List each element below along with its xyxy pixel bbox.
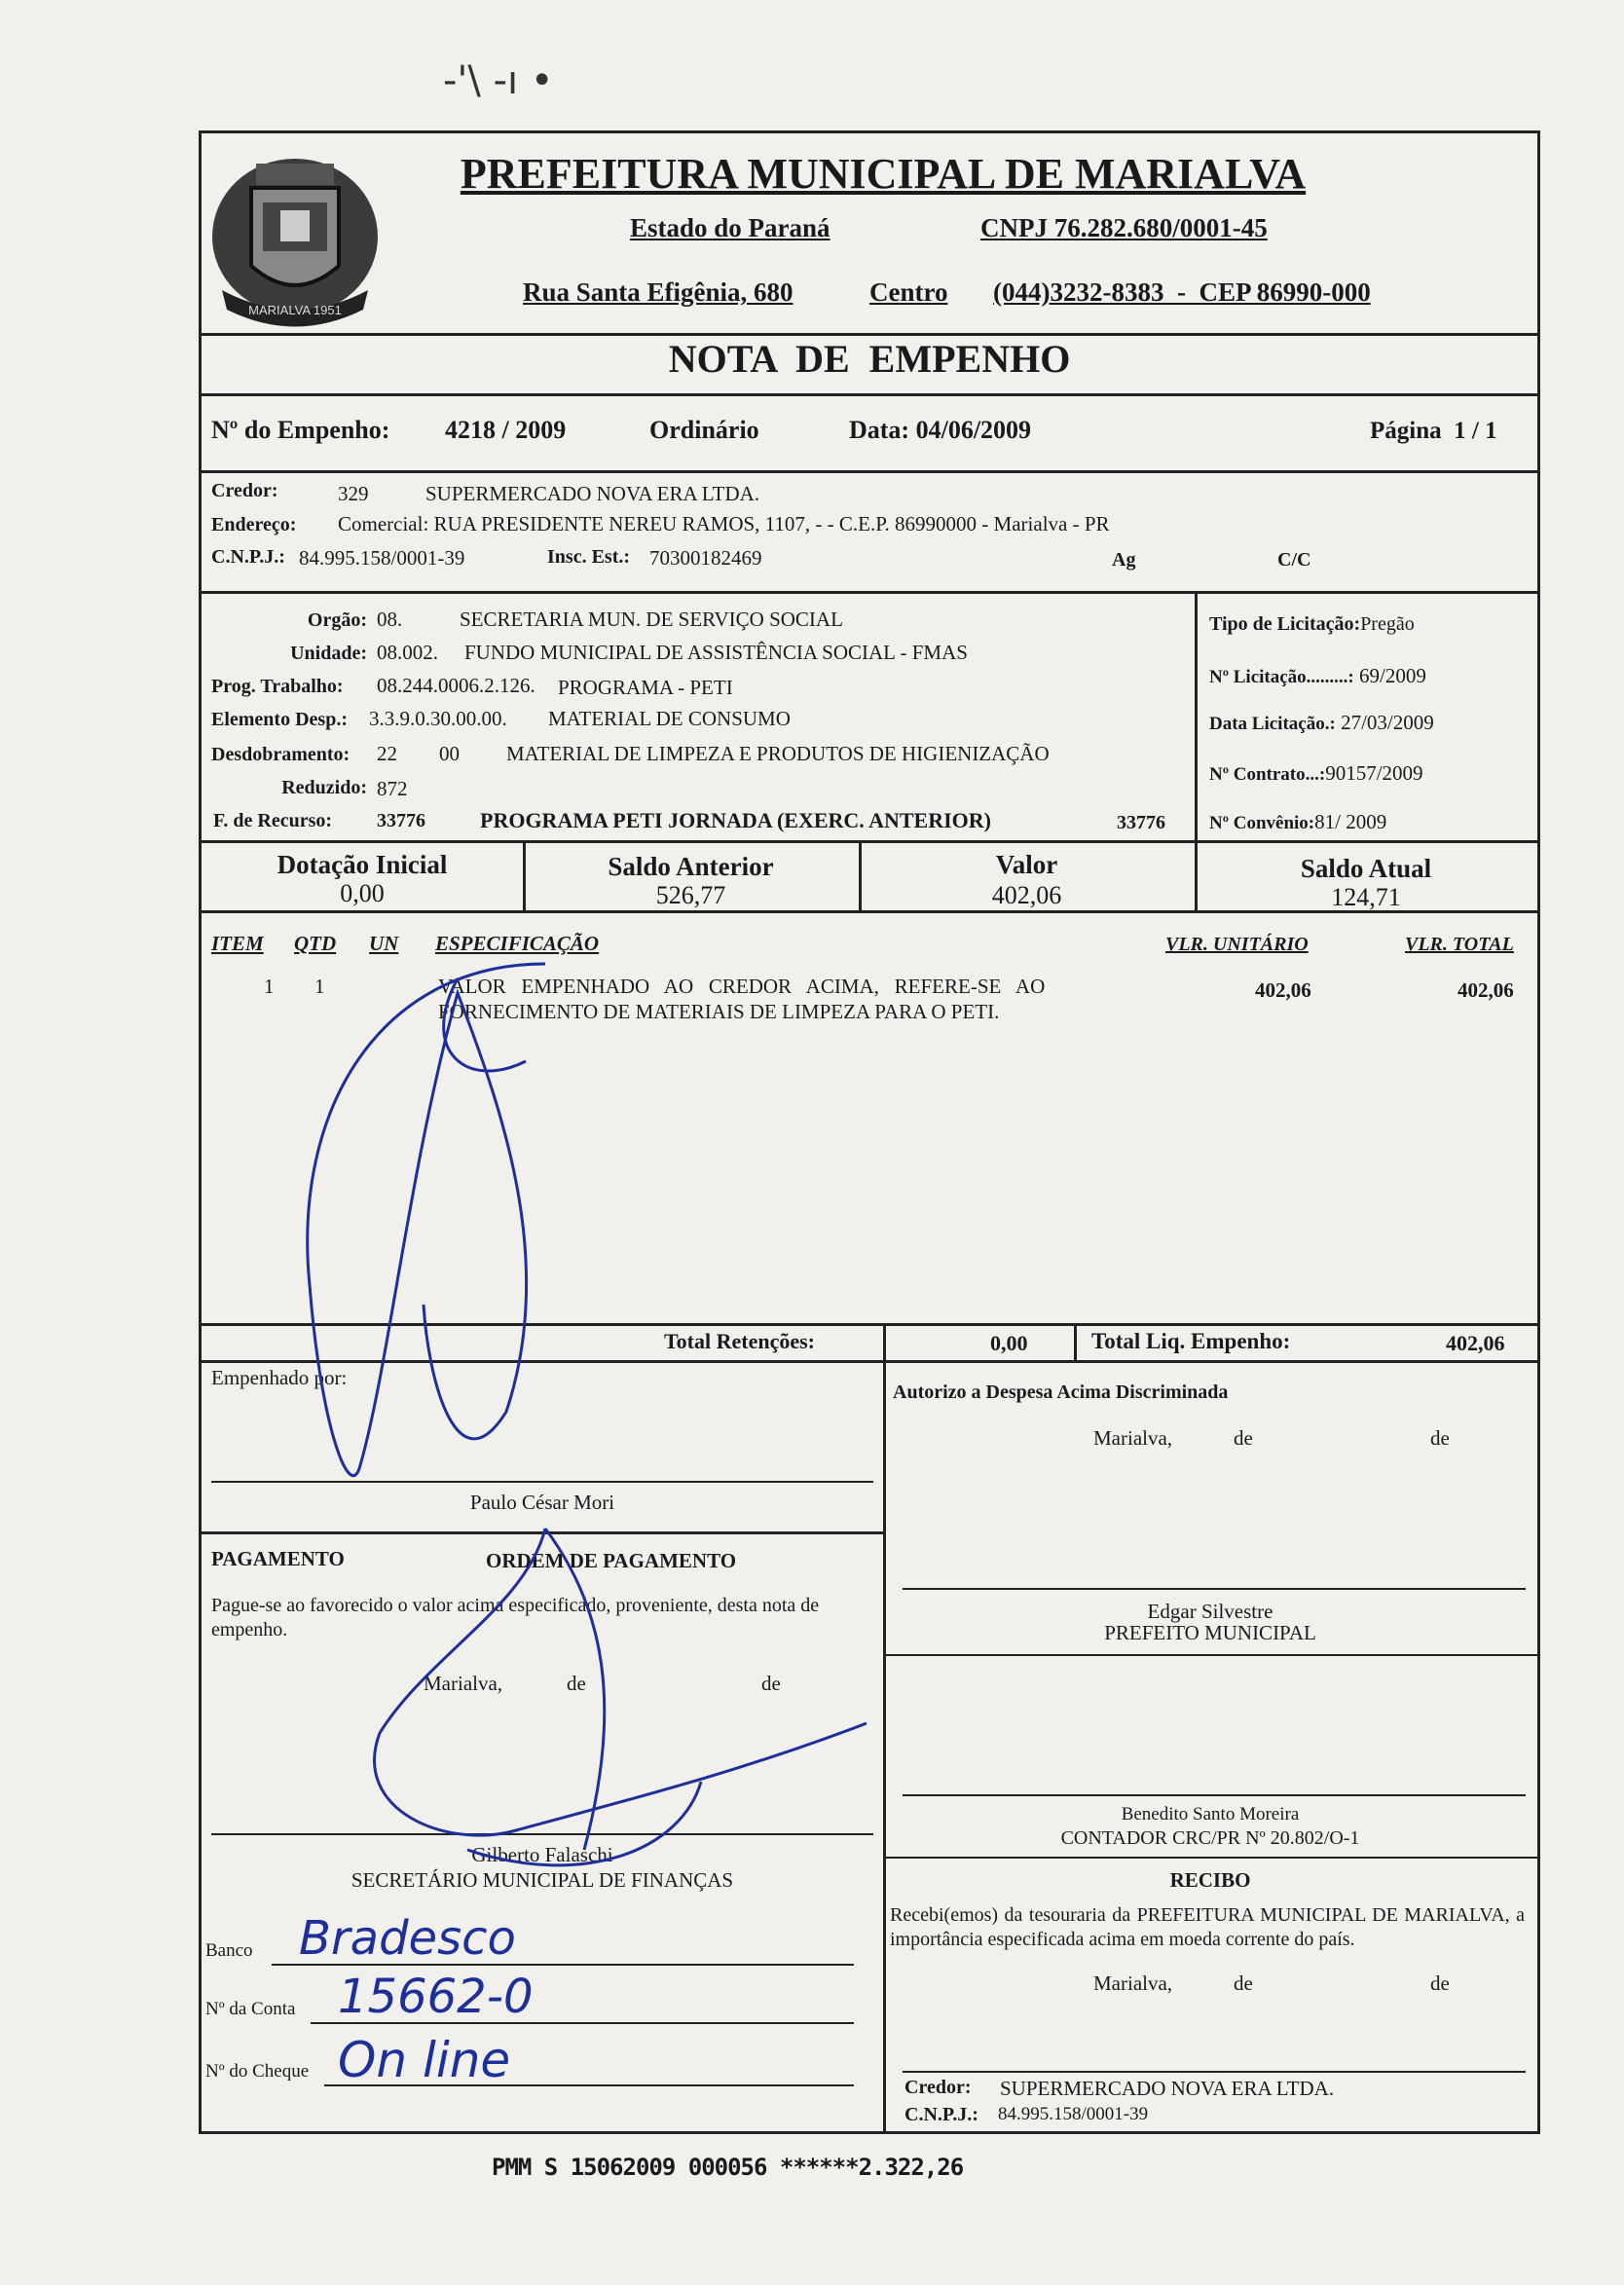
recibo-credor-label: Credor:: [904, 2077, 972, 2098]
unidade-name: FUNDO MUNICIPAL DE ASSISTÊNCIA SOCIAL - FMAS: [464, 641, 968, 664]
dotacao-inicial-label: Dotação Inicial: [277, 850, 448, 879]
ag-label: Ag: [1112, 549, 1136, 571]
credor-cnpj: 84.995.158/0001-39: [299, 546, 465, 570]
row-qtd: 1: [314, 975, 325, 998]
recibo-de-1: de: [1234, 1972, 1253, 1995]
ordem-pagamento-label: ORDEM DE PAGAMENTO: [486, 1549, 737, 1572]
retencoes-label: Total Retenções:: [664, 1329, 815, 1353]
cnpj-label: C.N.P.J.:: [211, 546, 285, 568]
orgao-name: SECRETARIA MUN. DE SERVIÇO SOCIAL: [460, 608, 843, 631]
prefeito-title: PREFEITO MUNICIPAL: [1104, 1621, 1316, 1644]
empenho-type: Ordinário: [649, 416, 759, 444]
row-item: 1: [264, 975, 275, 998]
cc-label: C/C: [1277, 549, 1311, 571]
header-state: Estado do Paraná: [630, 213, 830, 242]
convenio: [1209, 810, 1386, 834]
unidade-code: 08.002.: [377, 641, 438, 664]
crest-logo: [203, 134, 388, 339]
saldo-atual-label: Saldo Atual: [1300, 854, 1432, 883]
endereco-label: Endereço:: [211, 514, 297, 535]
row-spec-1: VALOR EMPENHADO AO CREDOR ACIMA, REFERE-SE AO: [438, 975, 1046, 998]
cheque-value: On line: [338, 2032, 511, 2088]
banco-label: Banco: [205, 1940, 253, 1961]
crest-text: MARIALVA 1951: [248, 303, 342, 317]
autorizo-label: Autorizo a Despesa Acima Discriminada: [893, 1382, 1229, 1403]
licitacao-num: [1209, 664, 1426, 688]
banco-value: Bradesco: [299, 1911, 516, 1966]
credor-ie: 70300182469: [649, 546, 762, 570]
contador-name: Benedito Santo Moreira: [1121, 1804, 1300, 1824]
recurso-code-2: 33776: [1117, 812, 1165, 833]
elemento-code: 3.3.9.0.30.00.00.: [369, 707, 507, 730]
convenio-label: Nº Convênio:: [1209, 813, 1315, 833]
recurso-code: 33776: [377, 810, 425, 831]
licitacao-data-label: Data Licitação.:: [1209, 714, 1336, 734]
orgao-label: Orgão:: [307, 609, 367, 631]
pagamento-de-2: de: [761, 1672, 781, 1695]
pagamento-text: Pague-se ao favorecido o valor acima especificado, proveniente, desta nota de empenho.: [211, 1595, 820, 1640]
licitacao-data: [1209, 711, 1434, 735]
pagamento-de-1: de: [567, 1672, 586, 1695]
empenhado-name: Paulo César Mori: [469, 1491, 615, 1514]
licitacao-tipo: [1209, 613, 1415, 636]
dotacao-inicial-value: 0,00: [340, 879, 385, 907]
page-number: Página 1 / 1: [1370, 418, 1497, 444]
desdobramento-a: 22: [377, 742, 397, 765]
credor-label: Credor:: [211, 480, 278, 501]
header-district: Centro: [869, 277, 948, 307]
valor-label: Valor: [995, 850, 1058, 879]
contrato-label: Nº Contrato...:: [1209, 764, 1326, 785]
header-phone-cep: (044)3232-8383 - CEP 86990-000: [993, 277, 1371, 307]
prefeito-name: Edgar Silvestre: [1147, 1600, 1273, 1623]
autorizo-de-2: de: [1430, 1426, 1450, 1450]
desdobramento-b: 00: [439, 742, 460, 765]
unidade-label: Unidade:: [290, 643, 367, 664]
saldo-atual-value: 124,71: [1331, 883, 1401, 911]
header-title: PREFEITURA MUNICIPAL DE MARIALVA: [460, 150, 1307, 198]
licitacao-tipo-label: Tipo de Licitação:: [1209, 613, 1361, 635]
contador-title: CONTADOR CRC/PR Nº 20.802/O-1: [1060, 1827, 1360, 1849]
conta-value: 15662-0: [338, 1970, 534, 2024]
pagamento-signer-title: SECRETÁRIO MUNICIPAL DE FINANÇAS: [351, 1868, 734, 1892]
recibo-cnpj: 84.995.158/0001-39: [998, 2104, 1149, 2124]
valor-value: 402,06: [991, 881, 1062, 909]
header-address: Rua Santa Efigênia, 680: [523, 277, 794, 307]
recibo-credor: SUPERMERCADO NOVA ERA LTDA.: [1000, 2077, 1335, 2100]
desdobramento-label: Desdobramento:: [211, 744, 351, 765]
nota-de-empenho-form: [199, 130, 1540, 2134]
desdobramento-name: MATERIAL DE LIMPEZA E PRODUTOS DE HIGIENIZAÇÃO: [506, 742, 1050, 765]
recibo-de-2: de: [1430, 1972, 1450, 1995]
header-cnpj: CNPJ 76.282.680/0001-45: [980, 213, 1268, 242]
reduzido-label: Reduzido:: [281, 777, 367, 798]
row-unit: 402,06: [1255, 978, 1311, 1002]
licitacao-num-value: 69/2009: [1359, 664, 1426, 687]
empenhado-label: Empenhado por:: [211, 1366, 348, 1389]
empenho-label: Nº do Empenho:: [211, 416, 390, 444]
licitacao-num-label: Nº Licitação.........:: [1209, 667, 1354, 687]
credor-code: 329: [338, 482, 369, 505]
empenho-date: Data: 04/06/2009: [849, 416, 1032, 444]
row-total: 402,06: [1458, 978, 1514, 1002]
row-spec-2: FORNECIMENTO DE MATERIAIS DE LIMPEZA PARA O PETI.: [438, 1000, 1000, 1023]
col-qtd: QTD: [294, 932, 337, 955]
recibo-cnpj-label: C.N.P.J.:: [904, 2104, 978, 2125]
reduzido-value: 872: [377, 777, 408, 800]
recibo-text: Recebi(emos) da tesouraria da PREFEITURA MUNICIPAL DE MARIALVA, a importância especificada acima em moeda corrente do país.: [890, 1904, 1525, 1950]
recibo-label: RECIBO: [1169, 1868, 1251, 1892]
autorizo-de-1: de: [1234, 1426, 1253, 1450]
elemento-name: MATERIAL DE CONSUMO: [548, 707, 791, 730]
col-total: VLR. TOTAL: [1405, 934, 1514, 955]
recibo-city: Marialva,: [1093, 1972, 1173, 1995]
contrato: [1209, 761, 1423, 786]
pagamento-label: PAGAMENTO: [211, 1547, 345, 1570]
contrato-value: 90157/2009: [1325, 761, 1423, 785]
licitacao-data-value: 27/03/2009: [1341, 711, 1434, 734]
licitacao-tipo-value: Pregão: [1360, 613, 1415, 635]
autorizo-city: Marialva,: [1093, 1426, 1173, 1450]
convenio-value: 81/ 2009: [1314, 810, 1387, 833]
col-unit: VLR. UNITÁRIO: [1165, 934, 1309, 955]
recurso-label: F. de Recurso:: [213, 810, 333, 831]
cheque-label: Nº do Cheque: [205, 2061, 310, 2082]
prog-label: Prog. Trabalho:: [211, 676, 344, 697]
conta-label: Nº da Conta: [205, 1999, 296, 2019]
saldo-anterior-label: Saldo Anterior: [608, 852, 774, 881]
retencoes-value: 0,00: [990, 1331, 1028, 1355]
orgao-code: 08.: [377, 608, 403, 631]
credor-name: SUPERMERCADO NOVA ERA LTDA.: [425, 482, 760, 505]
col-item: ITEM: [211, 932, 264, 955]
credor-address: Comercial: RUA PRESIDENTE NEREU RAMOS, 1107, - - C.E.P. 86990000 - Marialva - PR: [338, 512, 1110, 535]
recurso-name: PROGRAMA PETI JORNADA (EXERC. ANTERIOR): [480, 808, 991, 832]
saldo-anterior-value: 526,77: [655, 881, 726, 909]
autenticacao-stamp: PMM S 15062009 000056 ******2.322,26: [492, 2154, 964, 2181]
liquido-label: Total Liq. Empenho:: [1091, 1329, 1291, 1353]
col-spec: ESPECIFICAÇÃO: [435, 932, 600, 955]
document-title: NOTA DE EMPENHO: [668, 337, 1071, 381]
scan-marks: -'\ -ı •: [443, 58, 554, 103]
prog-code: 08.244.0006.2.126.: [377, 674, 535, 697]
col-un: UN: [369, 932, 399, 955]
prog-name: PROGRAMA - PETI: [558, 676, 733, 699]
pagamento-signer: Gilberto Falaschi: [471, 1843, 613, 1866]
empenho-number: 4218 / 2009: [445, 416, 567, 444]
pagamento-city: Marialva,: [424, 1672, 503, 1695]
ie-label: Insc. Est.:: [547, 546, 631, 568]
liquido-value: 402,06: [1446, 1331, 1505, 1355]
elemento-label: Elemento Desp.:: [211, 709, 348, 730]
